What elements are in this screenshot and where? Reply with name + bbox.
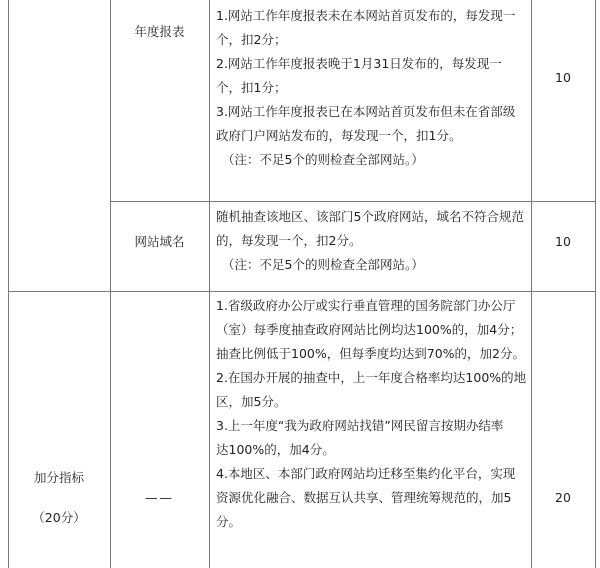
subcategory-bonus: —— — [145, 490, 174, 505]
criteria-line: 2.网站工作年度报表晚于1月31日发布的，每发现一 — [216, 56, 502, 71]
criteria-line: 政府门户网站发布的，每发现一个，扣1分。 — [216, 128, 462, 143]
criteria-line: 3.上一年度“我为政府网站找错”网民留言按期办结率 — [216, 418, 504, 433]
criteria-line: 达100%的，加4分。 — [216, 442, 335, 457]
criteria-line: 的，每发现一个，扣2分。 — [216, 233, 362, 248]
criteria-line: 随机抽查该地区、该部门5个政府网站，域名不符合规范 — [216, 209, 524, 224]
score-annual-report: 10 — [555, 70, 571, 85]
score-domain-name: 10 — [555, 234, 571, 249]
criteria-note: （注：不足5个的则检查全部网站。） — [222, 257, 424, 272]
criteria-line: （室）每季度抽查政府网站比例均达100%的，加4分； — [216, 322, 523, 337]
criteria-line: 区，加5分。 — [216, 394, 287, 409]
criteria-line: 个，扣1分； — [216, 80, 287, 95]
criteria-line: 抽查比例低于100%，但每季度均达到70%的，加2分。 — [216, 346, 525, 361]
criteria-line: 个，扣2分； — [216, 32, 287, 47]
score-bonus: 20 — [555, 490, 571, 505]
col-divider-1 — [110, 0, 111, 568]
criteria-domain-name — [216, 205, 546, 277]
col-divider-2 — [209, 0, 210, 568]
criteria-line: 分。 — [216, 514, 242, 529]
criteria-line: 4.本地区、本部门政府网站均迁移至集约化平台，实现 — [216, 466, 516, 481]
subcategory-annual-report: 年度报表 — [134, 24, 185, 39]
criteria-line: 2.在国办开展的抽查中，上一年度合格率均达100%的地 — [216, 370, 527, 385]
row-divider-2 — [8, 291, 596, 292]
category-bonus-indicators: 加分指标 — [33, 470, 84, 485]
criteria-annual-report — [216, 4, 546, 172]
criteria-line: 资源优化融合、数据互认共享、管理统筹规范的，加5 — [216, 490, 512, 505]
criteria-line: 1.省级政府办公厅或实行垂直管理的国务院部门办公厅 — [216, 298, 516, 313]
subcategory-domain-name: 网站域名 — [134, 234, 185, 249]
criteria-line: 1.网站工作年度报表未在本网站首页发布的，每发现一 — [216, 8, 516, 23]
criteria-line: 3.网站工作年度报表已在本网站首页发布但未在省部级 — [216, 104, 516, 119]
criteria-note: （注：不足5个的则检查全部网站。） — [222, 152, 424, 167]
criteria-bonus — [216, 294, 546, 534]
col-divider-right — [595, 0, 596, 568]
row-divider-1 — [110, 201, 596, 202]
category-bonus-points: （20分） — [32, 510, 86, 525]
